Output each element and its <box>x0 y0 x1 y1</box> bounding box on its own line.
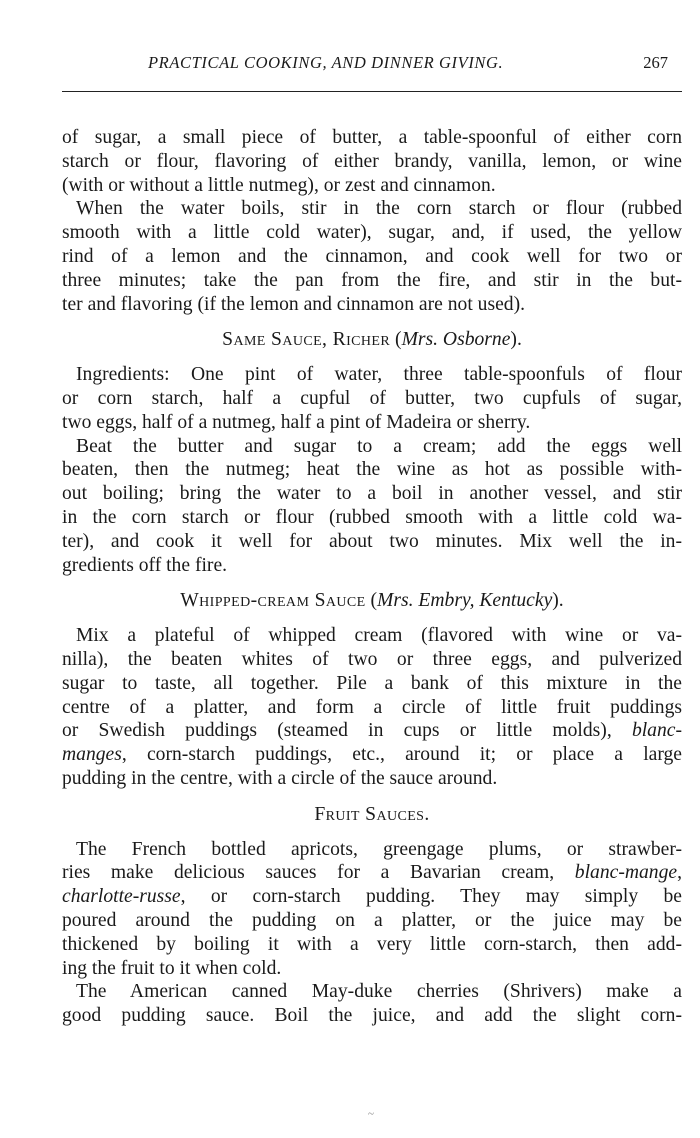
text-run: ). <box>510 329 522 351</box>
text-line <box>62 411 682 435</box>
text-line <box>62 696 682 720</box>
text-line <box>62 554 682 578</box>
text-line <box>62 387 682 411</box>
running-title: PRACTICAL COOKING, AND DINNER GIVING. <box>148 53 504 72</box>
text-line <box>62 269 682 293</box>
text-run: of sugar, a small piece of butter, a table-spoonful of either corn <box>62 127 682 148</box>
text-run: , or corn-starch pudding. They may simply be <box>180 886 682 908</box>
text-run: two eggs, half of a nutmeg, half a pint of Madeira or sherry. <box>62 411 531 433</box>
text-run: Beat the butter and sugar to a cream; add the eggs well <box>76 435 682 457</box>
text-run: thickened by boiling it with a very little corn-starch, then add- <box>62 933 682 955</box>
text-run: sugar to taste, all together. Pile a bank of this mixture in the <box>62 672 682 694</box>
italic-text: charlotte-russe <box>62 886 181 908</box>
text-line <box>62 909 682 933</box>
italic-text: Mrs. Osborne <box>401 329 511 351</box>
text-line <box>62 648 682 672</box>
small-caps-text: Fruit Sauces. <box>314 803 430 825</box>
text-line <box>62 743 682 767</box>
text-line <box>62 458 682 482</box>
section-heading <box>62 803 682 827</box>
text-run: The French bottled apricots, greengage plums, or strawber- <box>76 838 682 860</box>
paragraph <box>62 126 682 197</box>
text-run: ries make delicious sauces for a Bavarian cream, <box>62 862 575 884</box>
text-run: beaten, then the nutmeg; heat the wine as hot as possible with- <box>62 459 682 481</box>
text-line <box>62 482 682 506</box>
text-run: ter), and cook it well for about two minutes. Mix well the in- <box>62 530 682 552</box>
text-run: or corn starch, half a cupful of butter, two cupfuls of sugar, <box>62 387 682 409</box>
text-run: Mix a plateful of whipped cream (flavored with wine or va- <box>76 625 682 647</box>
text-line <box>62 980 682 1004</box>
printer-mark-icon: ~ <box>368 1108 374 1120</box>
text-run: ( <box>390 329 402 351</box>
text-line <box>62 767 682 791</box>
text-run: in the corn starch or flour (rubbed smooth with a little cold wa- <box>62 506 682 528</box>
text-line <box>62 174 682 198</box>
italic-text: blanc- <box>631 720 682 742</box>
paragraph <box>62 624 682 791</box>
italic-text: Mrs. Embry, Kentucky <box>377 590 553 612</box>
small-caps-text: Whipped-cream Sauce <box>180 590 366 612</box>
text-run: nilla), the beaten whites of two or three eggs, and pulverized <box>62 648 682 670</box>
paragraph <box>62 838 682 981</box>
text-run: rind of a lemon and the cinnamon, and cook well for two or <box>62 245 682 267</box>
text-line <box>62 150 682 174</box>
text-line <box>62 363 682 387</box>
small-caps-text: Same Sauce, Richer <box>222 329 391 351</box>
text-line <box>62 293 682 317</box>
text-line <box>62 126 682 150</box>
text-run: poured around the pudding on a platter, or the juice may be <box>62 909 682 931</box>
text-run: out boiling; bring the water to a boil in another vessel, and stir <box>62 483 682 505</box>
text-run: ter and flavoring (if the lemon and cinnamon are not used). <box>62 293 526 315</box>
text-run: , corn-starch puddings, etc., around it; or place a large <box>121 744 682 766</box>
section-heading <box>62 328 682 352</box>
text-run: gredients off the fire. <box>62 554 228 576</box>
text-run: smooth with a little cold water), sugar, and, if used, the yellow <box>62 222 682 244</box>
text-line <box>62 885 682 909</box>
text-run: ing the fruit to it when cold. <box>62 957 282 979</box>
text-run: , <box>677 862 682 884</box>
text-line <box>62 1004 682 1028</box>
page-number: 267 <box>643 53 668 72</box>
text-line <box>62 861 682 885</box>
paragraph <box>62 363 682 434</box>
paragraph <box>62 197 682 316</box>
text-run: Ingredients: One pint of water, three table-spoonfuls of flour <box>76 364 682 386</box>
text-line <box>62 530 682 554</box>
text-line <box>62 197 682 221</box>
text-line <box>62 221 682 245</box>
text-line <box>62 435 682 459</box>
header-rule <box>62 91 682 92</box>
text-run: (with or without a little nutmeg), or zest and cinnamon. <box>62 174 496 196</box>
text-run: The American canned May-duke cherries (Shrivers) make a <box>76 981 682 1003</box>
text-line <box>62 719 682 743</box>
text-line <box>62 672 682 696</box>
running-header <box>62 53 682 79</box>
paragraph <box>62 435 682 578</box>
paragraph <box>62 980 682 1028</box>
italic-text: manges <box>62 744 122 766</box>
text-line <box>62 838 682 862</box>
text-run: ). <box>552 590 564 612</box>
section-heading <box>62 589 682 613</box>
italic-text: blanc-mange <box>574 862 678 884</box>
text-line <box>62 957 682 981</box>
text-line <box>62 506 682 530</box>
text-run: centre of a platter, and form a circle of little fruit puddings <box>62 696 682 718</box>
text-run: pudding in the centre, with a circle of the sauce around. <box>62 767 498 789</box>
text-line <box>62 624 682 648</box>
text-run: When the water boils, stir in the corn starch or flour (rubbed <box>76 198 682 220</box>
text-line <box>62 933 682 957</box>
text-run: three minutes; take the pan from the fire, and stir in the but- <box>62 269 682 291</box>
text-run: or Swedish puddings (steamed in cups or little molds), <box>62 720 632 742</box>
text-line <box>62 245 682 269</box>
page-body <box>62 126 682 1028</box>
text-run: ( <box>365 590 378 612</box>
text-run: good pudding sauce. Boil the juice, and add the slight corn- <box>62 1005 682 1027</box>
text-run: starch or flour, flavoring of either brandy, vanilla, lemon, or wine <box>62 150 682 172</box>
